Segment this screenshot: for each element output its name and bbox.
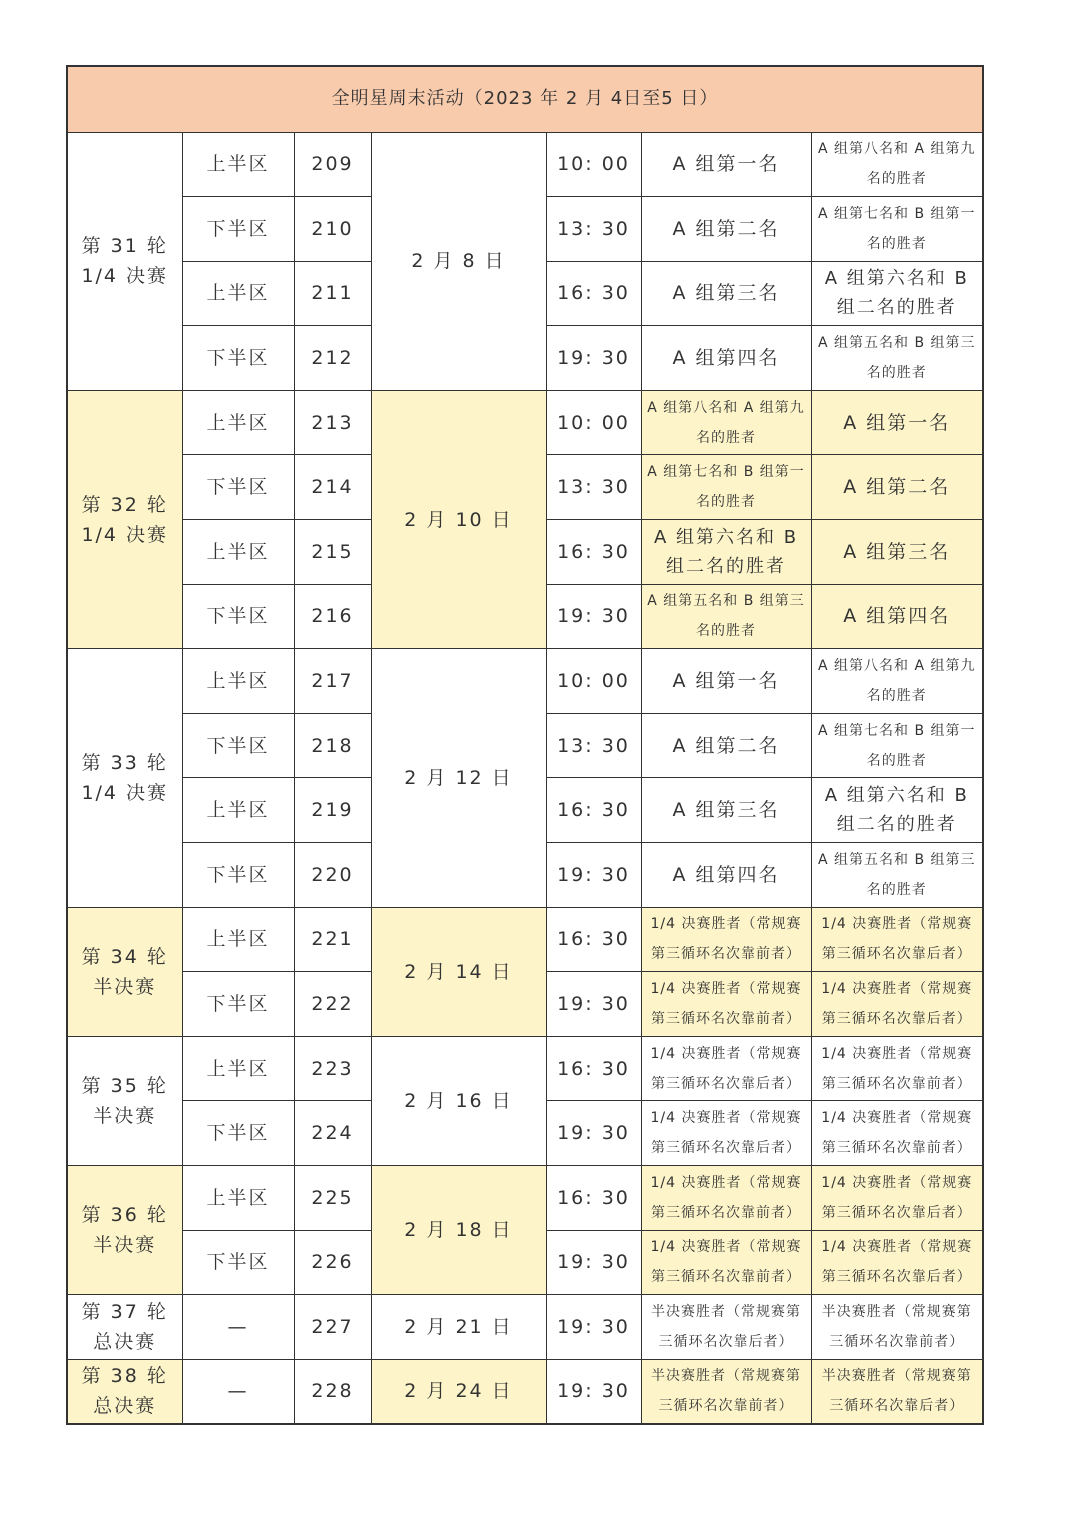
round-cell — [67, 1359, 182, 1424]
time-cell: 16: 30 — [546, 1166, 641, 1231]
home-team-cell: 1/4 决赛胜者（常规赛第三循环名次靠后者） — [641, 1036, 811, 1101]
time-cell: 19: 30 — [546, 972, 641, 1037]
round-label: 第 32 轮 — [81, 493, 168, 516]
half-cell: 下半区 — [182, 843, 294, 908]
away-team-cell: A 组第二名 — [811, 455, 983, 520]
half-cell: 下半区 — [182, 197, 294, 262]
home-team-cell: 1/4 决赛胜者（常规赛第三循环名次靠前者） — [641, 1230, 811, 1295]
home-team-cell: 1/4 决赛胜者（常规赛第三循环名次靠前者） — [641, 972, 811, 1037]
stage-label: 1/4 决赛 — [81, 781, 169, 804]
game-number-cell: 222 — [294, 972, 371, 1037]
away-team-cell: 1/4 决赛胜者（常规赛第三循环名次靠前者） — [811, 1101, 983, 1166]
round-cell — [67, 1036, 182, 1165]
away-team-cell: A 组第八名和 A 组第九名的胜者 — [811, 649, 983, 714]
time-cell: 13: 30 — [546, 455, 641, 520]
round-cell — [67, 390, 182, 648]
time-cell: 16: 30 — [546, 261, 641, 326]
stage-label: 半决赛 — [93, 975, 157, 998]
away-team-cell: A 组第四名 — [811, 584, 983, 649]
round-label: 第 37 轮 — [81, 1300, 168, 1323]
table-row — [67, 390, 983, 455]
home-team-cell: A 组第三名 — [641, 261, 811, 326]
time-cell: 13: 30 — [546, 197, 641, 262]
table-row — [67, 132, 983, 197]
game-number-cell: 214 — [294, 455, 371, 520]
half-cell: 上半区 — [182, 261, 294, 326]
table-row — [67, 1295, 983, 1360]
stage-label: 1/4 决赛 — [81, 523, 169, 546]
half-cell: 下半区 — [182, 584, 294, 649]
game-number-cell: 210 — [294, 197, 371, 262]
away-team-cell: A 组第六名和 B 组二名的胜者 — [811, 261, 983, 326]
time-cell: 13: 30 — [546, 713, 641, 778]
away-team-cell: A 组第五名和 B 组第三名的胜者 — [811, 326, 983, 391]
away-team-cell: A 组第七名和 B 组第一名的胜者 — [811, 197, 983, 262]
half-cell: 上半区 — [182, 1166, 294, 1231]
away-team-cell: 1/4 决赛胜者（常规赛第三循环名次靠前者） — [811, 1036, 983, 1101]
round-cell — [67, 132, 182, 390]
home-team-cell: A 组第二名 — [641, 197, 811, 262]
time-cell: 19: 30 — [546, 1295, 641, 1360]
date-cell: 2 月 8 日 — [371, 132, 546, 390]
table-row — [67, 907, 983, 972]
game-number-cell: 225 — [294, 1166, 371, 1231]
time-cell: 16: 30 — [546, 778, 641, 843]
away-team-cell: A 组第五名和 B 组第三名的胜者 — [811, 843, 983, 908]
time-cell: 19: 30 — [546, 1359, 641, 1424]
time-cell: 10: 00 — [546, 132, 641, 197]
home-team-cell: A 组第五名和 B 组第三名的胜者 — [641, 584, 811, 649]
game-number-cell: 209 — [294, 132, 371, 197]
half-cell: — — [182, 1359, 294, 1424]
table-row — [67, 1359, 983, 1424]
round-label: 第 35 轮 — [81, 1074, 168, 1097]
game-number-cell: 221 — [294, 907, 371, 972]
game-number-cell: 211 — [294, 261, 371, 326]
round-label: 第 33 轮 — [81, 751, 168, 774]
table-title: 全明星周末活动（2023 年 2 月 4日至5 日） — [67, 66, 983, 132]
half-cell: 上半区 — [182, 649, 294, 714]
time-cell: 16: 30 — [546, 907, 641, 972]
home-team-cell: A 组第八名和 A 组第九名的胜者 — [641, 390, 811, 455]
home-team-cell: A 组第四名 — [641, 843, 811, 908]
half-cell: 下半区 — [182, 1101, 294, 1166]
half-cell: 下半区 — [182, 455, 294, 520]
away-team-cell: A 组第六名和 B 组二名的胜者 — [811, 778, 983, 843]
date-cell: 2 月 14 日 — [371, 907, 546, 1036]
away-team-cell: 1/4 决赛胜者（常规赛第三循环名次靠后者） — [811, 1230, 983, 1295]
round-label: 第 38 轮 — [81, 1365, 168, 1388]
home-team-cell: A 组第一名 — [641, 649, 811, 714]
round-label: 第 36 轮 — [81, 1204, 168, 1227]
round-label: 第 34 轮 — [81, 945, 168, 968]
game-number-cell: 215 — [294, 520, 371, 585]
date-cell: 2 月 10 日 — [371, 390, 546, 648]
half-cell: 上半区 — [182, 1036, 294, 1101]
home-team-cell: 半决赛胜者（常规赛第三循环名次靠前者） — [641, 1359, 811, 1424]
date-cell: 2 月 18 日 — [371, 1166, 546, 1295]
round-label: 第 31 轮 — [81, 235, 168, 258]
game-number-cell: 212 — [294, 326, 371, 391]
round-cell — [67, 907, 182, 1036]
home-team-cell: 半决赛胜者（常规赛第三循环名次靠后者） — [641, 1295, 811, 1360]
half-cell: 下半区 — [182, 1230, 294, 1295]
home-team-cell: A 组第一名 — [641, 132, 811, 197]
header-row — [67, 66, 983, 132]
game-number-cell: 213 — [294, 390, 371, 455]
away-team-cell: 半决赛胜者（常规赛第三循环名次靠前者） — [811, 1295, 983, 1360]
time-cell: 10: 00 — [546, 390, 641, 455]
time-cell: 19: 30 — [546, 584, 641, 649]
away-team-cell: A 组第八名和 A 组第九名的胜者 — [811, 132, 983, 197]
game-number-cell: 216 — [294, 584, 371, 649]
game-number-cell: 219 — [294, 778, 371, 843]
table-row — [67, 649, 983, 714]
game-number-cell: 224 — [294, 1101, 371, 1166]
game-number-cell: 226 — [294, 1230, 371, 1295]
half-cell: 上半区 — [182, 520, 294, 585]
game-number-cell: 223 — [294, 1036, 371, 1101]
stage-label: 总决赛 — [93, 1330, 157, 1353]
date-cell: 2 月 24 日 — [371, 1359, 546, 1424]
time-cell: 10: 00 — [546, 649, 641, 714]
home-team-cell: A 组第七名和 B 组第一名的胜者 — [641, 455, 811, 520]
home-team-cell: A 组第四名 — [641, 326, 811, 391]
away-team-cell: 1/4 决赛胜者（常规赛第三循环名次靠后者） — [811, 907, 983, 972]
half-cell: 下半区 — [182, 326, 294, 391]
time-cell: 19: 30 — [546, 1101, 641, 1166]
stage-label: 半决赛 — [93, 1234, 157, 1257]
game-number-cell: 218 — [294, 713, 371, 778]
half-cell: 上半区 — [182, 778, 294, 843]
game-number-cell: 228 — [294, 1359, 371, 1424]
date-cell: 2 月 16 日 — [371, 1036, 546, 1165]
home-team-cell: A 组第六名和 B 组二名的胜者 — [641, 520, 811, 585]
half-cell: — — [182, 1295, 294, 1360]
game-number-cell: 217 — [294, 649, 371, 714]
game-number-cell: 227 — [294, 1295, 371, 1360]
half-cell: 上半区 — [182, 907, 294, 972]
date-cell: 2 月 21 日 — [371, 1295, 546, 1360]
round-cell — [67, 1295, 182, 1360]
round-cell — [67, 1166, 182, 1295]
table-row — [67, 1166, 983, 1231]
time-cell: 19: 30 — [546, 1230, 641, 1295]
half-cell: 下半区 — [182, 713, 294, 778]
away-team-cell: A 组第一名 — [811, 390, 983, 455]
home-team-cell: A 组第二名 — [641, 713, 811, 778]
stage-label: 1/4 决赛 — [81, 265, 169, 288]
home-team-cell: 1/4 决赛胜者（常规赛第三循环名次靠后者） — [641, 1101, 811, 1166]
home-team-cell: 1/4 决赛胜者（常规赛第三循环名次靠前者） — [641, 1166, 811, 1231]
away-team-cell: A 组第三名 — [811, 520, 983, 585]
half-cell: 上半区 — [182, 390, 294, 455]
game-number-cell: 220 — [294, 843, 371, 908]
time-cell: 16: 30 — [546, 520, 641, 585]
home-team-cell: A 组第三名 — [641, 778, 811, 843]
table-row — [67, 1036, 983, 1101]
half-cell: 上半区 — [182, 132, 294, 197]
away-team-cell: 1/4 决赛胜者（常规赛第三循环名次靠后者） — [811, 1166, 983, 1231]
stage-label: 半决赛 — [93, 1104, 157, 1127]
time-cell: 19: 30 — [546, 326, 641, 391]
time-cell: 19: 30 — [546, 843, 641, 908]
schedule-table — [66, 65, 984, 1425]
stage-label: 总决赛 — [93, 1395, 157, 1418]
round-cell — [67, 649, 182, 907]
date-cell: 2 月 12 日 — [371, 649, 546, 907]
half-cell: 下半区 — [182, 972, 294, 1037]
time-cell: 16: 30 — [546, 1036, 641, 1101]
home-team-cell: 1/4 决赛胜者（常规赛第三循环名次靠前者） — [641, 907, 811, 972]
away-team-cell: 半决赛胜者（常规赛第三循环名次靠后者） — [811, 1359, 983, 1424]
away-team-cell: A 组第七名和 B 组第一名的胜者 — [811, 713, 983, 778]
away-team-cell: 1/4 决赛胜者（常规赛第三循环名次靠后者） — [811, 972, 983, 1037]
